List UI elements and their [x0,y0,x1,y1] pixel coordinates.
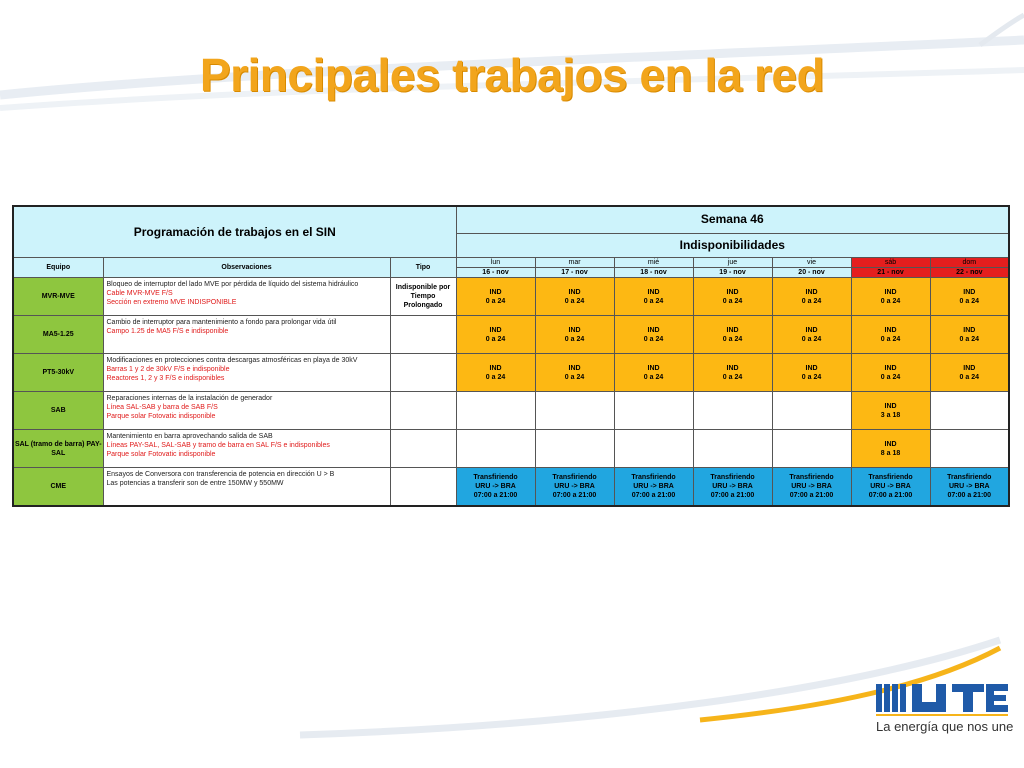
schedule-cell [772,316,851,354]
schedule-cell-text: 0 a 24 [564,297,585,305]
day-name: sáb [852,258,930,268]
schedule-cell-text: IND [568,326,581,334]
schedule-cell [693,316,772,354]
day-date: 19 - nov [719,269,746,276]
schedule-cell [535,468,614,506]
schedule-cell-text: IND [884,440,897,448]
schedule-cell-text: 0 a 24 [959,335,980,343]
observacion-line: Ensayos de Conversora con transferencia de potencia en dirección U > B [106,471,335,478]
observacion-line: Bloqueo de interruptor del lado MVE por pérdida de líquido del sistema hidráulico [106,281,359,288]
observaciones-cell [103,316,390,354]
schedule-cell-text: URU -> BRA [475,482,516,490]
schedule-cell-text: IND [884,326,897,334]
schedule-cell-text: Transfiriendo [473,473,518,481]
day-date: 20 - nov [798,269,825,276]
day-date: 16 - nov [482,269,509,276]
schedule-cell [851,354,930,392]
schedule-cell-text: URU -> BRA [712,482,753,490]
schedule-cell [535,354,614,392]
observacion-line: Mantenimiento en barra aprovechando salida de SAB [106,433,273,440]
schedule-cell-text: IND [805,364,818,372]
equipo-cell: PT5-30kV [13,354,103,392]
schedule-cell-text: 0 a 24 [880,335,901,343]
slide-title: Principales trabajos en la red [199,49,825,101]
schedule-cell [456,430,535,468]
observaciones-cell [103,354,390,392]
schedule-cell [930,354,1009,392]
schedule-cell [930,316,1009,354]
schedule-cell [456,316,535,354]
schedule-cell-text: 07:00 a 21:00 [710,491,755,499]
schedule-cell-text: 0 a 24 [722,373,743,381]
schedule-cell-text: 0 a 24 [485,335,506,343]
table-row [13,354,1009,392]
schedule-cell-text: IND [884,288,897,296]
schedule-cell-text: URU -> BRA [633,482,674,490]
observaciones-cell [103,468,390,506]
schedule-cell-text: Transfiriendo [552,473,597,481]
schedule-cell-text: Transfiriendo [631,473,676,481]
day-header [456,258,535,278]
schedule-cell [693,278,772,316]
schedule-cell-text: Transfiriendo [710,473,755,481]
equipo-cell: CME [13,468,103,506]
schedule-cell-text: IND [489,364,502,372]
schedule-cell-text: 0 a 24 [959,297,980,305]
schedule-cell [851,392,930,430]
schedule-cell [851,278,930,316]
schedule-cell-text: IND [963,326,976,334]
week-label: Semana 46 [456,206,1009,233]
schedule-cell-text: 0 a 24 [485,373,506,381]
schedule-cell-text: 0 a 24 [959,373,980,381]
day-header [535,258,614,278]
schedule-cell [456,278,535,316]
schedule-cell [693,354,772,392]
day-name: lun [457,258,535,268]
observacion-line: Reparaciones internas de la instalación de generador [106,395,273,402]
observacion-line: Cambio de interruptor para mantenimiento a fondo para prolongar vida útil [106,319,337,326]
tipo-cell [390,392,456,430]
schedule-cell-text: 0 a 24 [643,373,664,381]
schedule-cell-text: IND [726,364,739,372]
schedule-cell-text: 0 a 24 [643,297,664,305]
schedule-cell-text: IND [568,288,581,296]
observacion-line: Parque solar Fotovatic indisponible [106,413,216,420]
observacion-line: Parque solar Fotovatic indisponible [106,451,216,458]
observacion-line: Las potencias a transferir son de entre 150MW y 550MW [106,480,284,487]
schedule-cell [851,468,930,506]
schedule-cell [772,354,851,392]
day-name: jue [694,258,772,268]
schedule-cell [930,392,1009,430]
table-row [13,316,1009,354]
schedule-cell [614,278,693,316]
table-row [13,278,1009,316]
schedule-cell-text: IND [884,402,897,410]
schedule-cell-text: IND [963,364,976,372]
schedule-cell [693,430,772,468]
schedule-cell [772,468,851,506]
schedule-cell-text: 07:00 a 21:00 [631,491,676,499]
observacion-line: Campo 1.25 de MA5 F/S e indisponible [106,328,229,335]
tipo-cell [390,468,456,506]
schedule-cell-text: 0 a 24 [722,335,743,343]
schedule-cell-text: IND [647,326,660,334]
schedule-cell [456,468,535,506]
observaciones-cell [103,430,390,468]
schedule-title: Programación de trabajos en el SIN [13,206,456,258]
schedule-cell-text: 07:00 a 21:00 [868,491,913,499]
schedule-cell-text: URU -> BRA [948,482,990,490]
table-row [13,392,1009,430]
schedule-cell [614,430,693,468]
schedule-cell-text: IND [647,364,660,372]
schedule-cell-text: 0 a 24 [880,373,901,381]
table-row [13,468,1009,506]
day-header [930,258,1009,278]
observacion-line: Reactores 1, 2 y 3 F/S e indisponibles [106,375,225,382]
equipo-cell: MVR-MVE [13,278,103,316]
observacion-line: Línea SAL-SAB y barra de SAB F/S [106,404,218,411]
day-header [772,258,851,278]
schedule-cell [535,278,614,316]
schedule-cell [851,316,930,354]
day-date: 18 - nov [640,269,667,276]
schedule-cell-text: 0 a 24 [880,297,901,305]
schedule-cell-text: IND [805,288,818,296]
schedule-cell [614,354,693,392]
tipo-cell [390,430,456,468]
table-row [13,430,1009,468]
schedule-cell [772,430,851,468]
schedule-cell [456,354,535,392]
schedule-cell [535,392,614,430]
observacion-line: Líneas PAY-SAL, SAL-SAB y tramo de barra en SAL F/S e indisponibles [106,442,330,449]
schedule-cell-text: 07:00 a 21:00 [947,491,992,499]
schedule-cell-text: URU -> BRA [791,482,832,490]
equipo-cell: SAB [13,392,103,430]
schedule-cell-text: 0 a 24 [801,373,822,381]
schedule-cell-text: URU -> BRA [870,482,911,490]
schedule-cell-text: IND [489,326,502,334]
equipo-cell: SAL (tramo de barra) PAY-SAL [13,430,103,468]
observacion-line: Barras 1 y 2 de 30kV F/S e indisponible [106,366,230,373]
schedule-cell [930,430,1009,468]
schedule-cell [614,316,693,354]
schedule-cell [851,430,930,468]
observaciones-cell [103,392,390,430]
schedule-cell-text: 07:00 a 21:00 [789,491,834,499]
schedule-cell [772,392,851,430]
schedule-cell [930,278,1009,316]
column-header-tipo: Tipo [390,258,456,278]
column-header-equipo: Equipo [13,258,103,278]
tipo-cell [390,316,456,354]
schedule-cell-text: 0 a 24 [564,335,585,343]
schedule-cell-text: IND [726,288,739,296]
schedule-cell-text: 0 a 24 [801,335,822,343]
tipo-cell [390,354,456,392]
day-name: vie [773,258,851,268]
observacion-line: Modificaciones en protecciones contra descargas atmosféricas en playa de 30kV [106,357,358,364]
day-name: mié [615,258,693,268]
schedule-cell-text: Transfiriendo [789,473,834,481]
schedule-cell [614,468,693,506]
observacion-line: Cable MVR-MVE F/S [106,290,173,297]
schedule-cell-text: 0 a 24 [643,335,664,343]
day-header [614,258,693,278]
schedule-cell [772,278,851,316]
schedule-cell-text: Transfiriendo [947,473,992,481]
schedule-cell [693,392,772,430]
observacion-line: Sección en extremo MVE INDISPONIBLE [106,299,237,306]
schedule-cell-text: IND [963,288,976,296]
schedule-cell-text: 0 a 24 [722,297,743,305]
schedule-cell-text: Transfiriendo [868,473,913,481]
day-date: 17 - nov [561,269,588,276]
schedule-cell-text: IND [805,326,818,334]
schedule-cell-text: URU -> BRA [554,482,595,490]
equipo-cell: MA5-1.25 [13,316,103,354]
schedule-cell [614,392,693,430]
schedule-cell-text: 3 a 18 [880,411,901,419]
schedule-cell-text: 0 a 24 [801,297,822,305]
schedule-cell-text: 8 a 18 [880,449,901,457]
indisponibilidades-label: Indisponibilidades [456,233,1009,257]
day-date: 21 - nov [877,269,904,276]
schedule-table [12,205,1010,507]
schedule-cell [535,430,614,468]
schedule-cell [693,468,772,506]
schedule-cell-text: 0 a 24 [564,373,585,381]
day-header [693,258,772,278]
schedule-cell-text: 07:00 a 21:00 [473,491,518,499]
day-name: mar [536,258,614,268]
column-header-observaciones: Observaciones [103,258,390,278]
schedule-cell-text: 0 a 24 [485,297,506,305]
schedule-cell [930,468,1009,506]
tipo-cell: Indisponible por Tiempo Prolongado [390,278,456,316]
schedule-cell [535,316,614,354]
schedule-cell-text: IND [884,364,897,372]
brand-tagline: La energía que nos une [876,719,1014,734]
day-date: 22 - nov [956,269,983,276]
schedule-cell-text: IND [726,326,739,334]
schedule-cell [456,392,535,430]
day-name: dom [931,258,1009,268]
schedule-cell-text: IND [568,364,581,372]
schedule-cell-text: IND [647,288,660,296]
observaciones-cell [103,278,390,316]
schedule-cell-text: IND [489,288,502,296]
day-header [851,258,930,278]
schedule-cell-text: 07:00 a 21:00 [552,491,597,499]
